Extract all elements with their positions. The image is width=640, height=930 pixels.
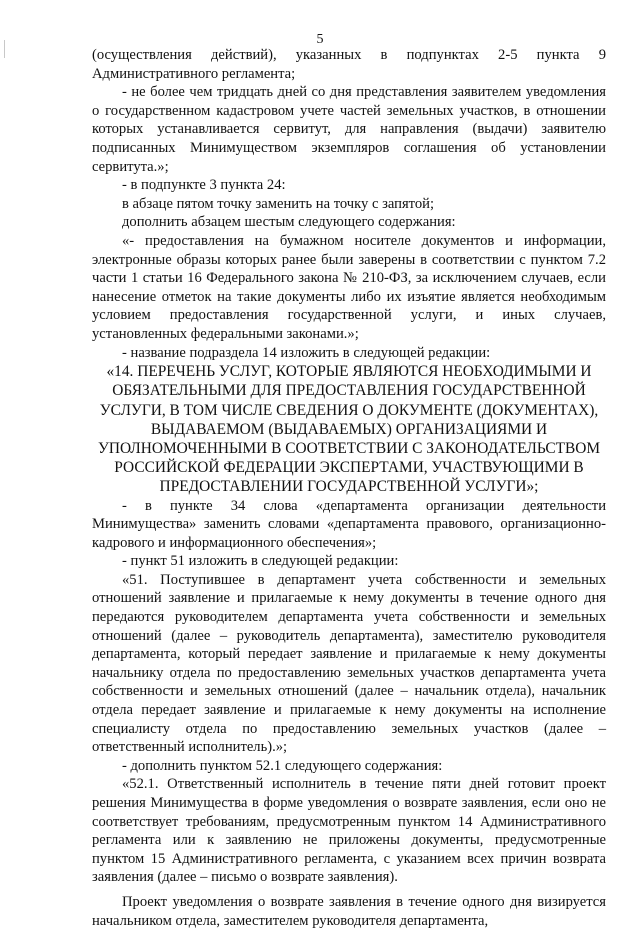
document-paragraph: «- предоставления на бумажном носителе документов и информации, электронные образы которых ранее были заверены в соответствии с пунктом 7.2 части 1 статьи 16 Федерального закона № 210-ФЗ, за исключением случаев, если нанесение отметок на такие документы либо их изъятие является необходимым условием предоставления государственной услуги, и иных случаев, установленных федеральными законами.»; <box>92 232 606 342</box>
document-paragraph: - пункт 51 изложить в следующей редакции: <box>122 553 399 570</box>
document-paragraph: - в пункте 34 слова «департамента организации деятельности Минимущества» заменить словами «департамента правового, организационно-кадрового и информационного обеспечения»; <box>92 497 606 551</box>
document-paragraph: в абзаце пятом точку заменить на точку с запятой; <box>122 195 435 212</box>
document-body <box>92 46 606 930</box>
page-number: 5 <box>316 32 324 47</box>
document-paragraph: - в подпункте 3 пункта 24: <box>122 177 286 194</box>
document-paragraph: дополнить абзацем шестым следующего содержания: <box>122 214 456 231</box>
document-paragraph: - дополнить пунктом 52.1 следующего содержания: <box>122 757 443 774</box>
document-paragraph: - не более чем тридцать дней со дня представления заявителем уведомления о государственном кадастровом учете частей земельных участков, в отношении которых устанавливается сервитут, для направления (выдачи) заявителю подписанных Минимуществом экземпляров соглашения об установлении сервитута.»; <box>92 84 606 175</box>
document-paragraph: «52.1. Ответственный исполнитель в течение пяти дней готовит проект решения Минимущества в форме уведомления о возврате заявления, если оно не соответствует требованиям, предусмотренным пунктом 14 Административного регламента или к заявлению не приложены документы, предусмотренные пунктом 15 Административного регламента, с указанием всех причин возврата заявления (далее – письмо о возврате заявления). <box>92 776 606 886</box>
document-paragraph: - название подраздела 14 изложить в следующей редакции: <box>122 344 491 361</box>
document-paragraph: Проект уведомления о возврате заявления в течение одного дня визируется начальником отдела, заместителем руководителя департамента, <box>92 893 606 929</box>
section-heading-paragraph: «14. ПЕРЕЧЕНЬ УСЛУГ, КОТОРЫЕ ЯВЛЯЮТСЯ НЕОБХОДИМЫМИ И ОБЯЗАТЕЛЬНЫМИ ДЛЯ ПРЕДОСТАВЛЕНИЯ ГОСУДАРСТВЕННОЙ УСЛУГИ, В ТОМ ЧИСЛЕ СВЕДЕНИЯ О ДОКУМЕНТЕ (ДОКУМЕНТАХ), ВЫДАВАЕМОМ (ВЫДАВАЕМЫХ) ОРГАНИЗАЦИЯМИ И УПОЛНОМОЧЕННЫМИ В СООТВЕТСТВИИ С ЗАКОНОДАТЕЛЬСТВОМ РОССИЙСКОЙ ФЕДЕРАЦИИ ЭКСПЕРТАМИ, УЧАСТВУЮЩИМИ В ПРЕДОСТАВЛЕНИИ ГОСУДАРСТВЕННОЙ УСЛУГИ»; <box>97 363 601 496</box>
document-paragraph: «51. Поступившее в департамент учета собственности и земельных отношений заявление и прилагаемые к нему документы в течение одного дня передаются руководителем департамента учета собственности и земельных отношений (далее – руководитель департамента), заместителю руководителя департамента, который передает заявление и прилагаемые к нему документы начальнику отдела по предоставлению земельных участков департамента учета собственности и земельных отношений (далее – начальник отдела), начальник отдела передает заявление и прилагаемые к нему документы на исполнение специалисту отдела по предоставлению земельных участков (далее – ответственный исполнитель).»; <box>92 571 606 756</box>
document-paragraph: (осуществления действий), указанных в подпунктах 2-5 пункта 9 Административного регламента; <box>92 47 606 82</box>
